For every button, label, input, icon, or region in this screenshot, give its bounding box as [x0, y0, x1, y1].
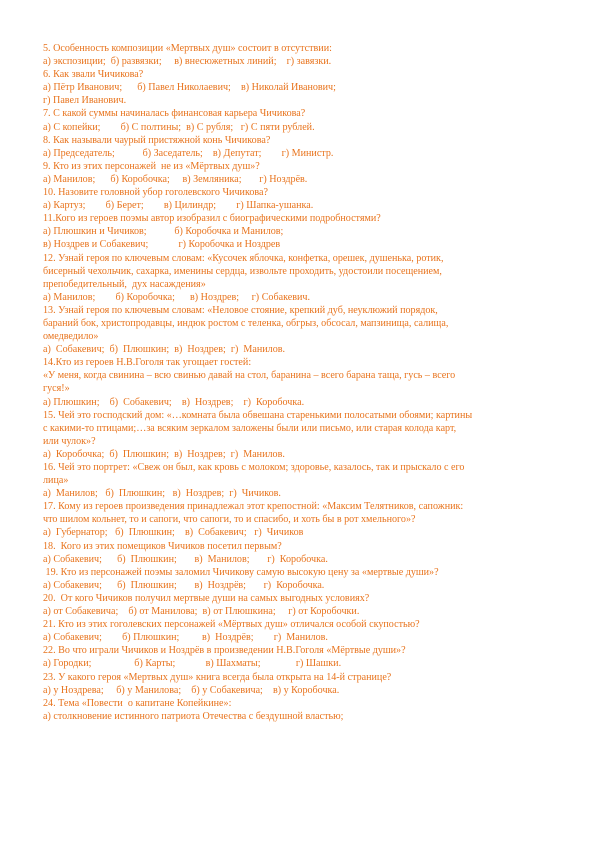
- text-line: г) Павел Иванович.: [43, 95, 127, 107]
- text-line: 12. Узнай героя по ключевым словам: «Кусочек яблочка, конфетка, орешек, душенька, ротик,: [43, 252, 444, 264]
- text-line: 13. Узнай героя по ключевым словам: «Неловое стояние, крепкий дуб, неуклюжий порядок,: [43, 304, 438, 316]
- document-text: [43, 42, 555, 723]
- text-line: гуся!»: [43, 383, 70, 395]
- text-line: а) Манилов; б) Плюшкин; в) Ноздрев; г) Чичиков.: [43, 488, 281, 500]
- text-line: а) Городки; б) Карты; в) Шахматы; г) Шашки.: [43, 658, 342, 670]
- text-line: 10. Назовите головной убор гоголевского Чичикова?: [43, 187, 268, 199]
- text-line: а) Пётр Иванович; б) Павел Николаевич; в) Николай Иванович;: [43, 82, 336, 94]
- text-line: а) Собакевич; б) Плюшкин; в) Манилов; г) Коробочка.: [43, 553, 328, 565]
- text-line: а) Губернатор; б) Плюшкин; в) Собакевич; г) Чичиков: [43, 527, 304, 539]
- text-line: препобедительный, дух насаждения»: [43, 278, 206, 290]
- text-line: а) Плюшкин; б) Собакевич; в) Ноздрев; г) Коробочка.: [43, 396, 305, 408]
- text-line: 20. От кого Чичиков получил мертвые души на самых выгодных условиях?: [43, 592, 370, 604]
- text-line: с какими-то птицами;…за всяким зеркалом заложены были или письмо, или старая колода карт,: [43, 422, 457, 434]
- text-line: 7. С какой суммы начиналась финансовая карьера Чичикова?: [43, 108, 306, 120]
- text-line: а) от Собакевича; б) от Манилова; в) от Плюшкина; г) от Коробочки.: [43, 606, 360, 618]
- text-line: или чулок»?: [43, 435, 96, 447]
- text-line: а) Плюшкин и Чичиков; б) Коробочка и Манилов;: [43, 226, 284, 238]
- text-line: 11.Кого из героев поэмы автор изобразил с биографическими подробностями?: [43, 213, 381, 225]
- text-line: а) Манилов; б) Коробочка; в) Земляника; г) Ноздрёв.: [43, 173, 308, 185]
- text-line: а) Картуз; б) Берет; в) Цилиндр; г) Шапка-ушанка.: [43, 200, 314, 212]
- text-line: 9. Кто из этих персонажей не из «Мёртвых душ»?: [43, 160, 260, 172]
- text-line: 24. Тема «Повести о капитане Копейкине»:: [43, 697, 232, 709]
- text-line: а) Собакевич; б) Плюшкин; в) Ноздрёв; г) Коробочка.: [43, 579, 325, 591]
- text-line: лица»: [43, 475, 69, 487]
- text-line: 15. Чей это господский дом: «…комната была обвешана старенькими полосатыми обоями; картины: [43, 409, 473, 421]
- text-line: а) Собакевич; б) Плюшкин; в) Ноздрёв; г) Манилов.: [43, 632, 328, 644]
- text-line: а) Председатель; б) Заседатель; в) Депутат; г) Министр.: [43, 147, 334, 159]
- text-line: бисерный чехольчик, сахарка, именины сердца, извольте проходить, удостоили посещением,: [43, 265, 442, 277]
- text-line: бараний бок, христопродавцы, индюк ростом с теленка, обгрыз, обсосал, мапзинища, салища,: [43, 317, 449, 329]
- text-line: 6. Как звали Чичикова?: [43, 69, 144, 81]
- text-line: а) столкновение истинного патриота Отечества с бездушной властью;: [43, 710, 344, 722]
- text-line: а) Собакевич; б) Плюшкин; в) Ноздрев; г) Манилов.: [43, 344, 286, 356]
- text-line: 8. Как называли чаурый пристяжной конь Чичикова?: [43, 134, 271, 146]
- text-line: 23. У какого героя «Мертвых душ» книга всегда была открыта на 14-й странице?: [43, 671, 392, 683]
- text-line: омедведило»: [43, 331, 99, 343]
- text-line: а) Манилов; б) Коробочка; в) Ноздрев; г) Собакевич.: [43, 291, 310, 303]
- text-line: а) экспозиции; б) развязки; в) внесюжетных линий; г) завязки.: [43, 56, 332, 68]
- text-line: а) Коробочка; б) Плюшкин; в) Ноздрев; г) Манилов.: [43, 448, 285, 460]
- text-line: 17. Кому из героев произведения принадлежал этот крепостной: «Максим Телятников, сапожник:: [43, 501, 464, 513]
- text-line: «У меня, когда свинина – всю свинью давай на стол, баранина – всего барана таща, гусь – всего: [43, 370, 456, 382]
- text-line: что шилом кольнет, то и сапоги, что сапоги, то и спасибо, и хоть бы в рот хмельного»?: [43, 514, 416, 526]
- text-line: 16. Чей это портрет: «Свеж он был, как кровь с молоком; здоровье, казалось, так и прыскало с его: [43, 462, 465, 473]
- text-line: 19. Кто из персонажей поэмы заломил Чичикову самую высокую цену за «мертвые души»?: [43, 566, 439, 578]
- text-line: а) С копейки; б) С полтины; в) С рубля; г) С пяти рублей.: [43, 121, 315, 133]
- text-line: в) Ноздрев и Собакевич; г) Коробочка и Ноздрев: [43, 239, 281, 251]
- text-line: 5. Особенность композиции «Мертвых душ» состоит в отсутствии:: [43, 43, 332, 54]
- text-line: 18. Кого из этих помещиков Чичиков посетил первым?: [43, 540, 282, 552]
- text-line: 21. Кто из этих гоголевских персонажей «Мёртвых душ» отличался особой скупостью?: [43, 619, 420, 631]
- text-line: 22. Во что играли Чичиков и Ноздрёв в произведении Н.В.Гоголя «Мёртвые души»?: [43, 645, 406, 657]
- text-line: 14.Кто из героев Н.В.Гоголя так угощает гостей:: [43, 357, 252, 369]
- text-line: а) у Ноздрева; б) у Манилова; б) у Собакевича; в) у Коробочка.: [43, 684, 340, 696]
